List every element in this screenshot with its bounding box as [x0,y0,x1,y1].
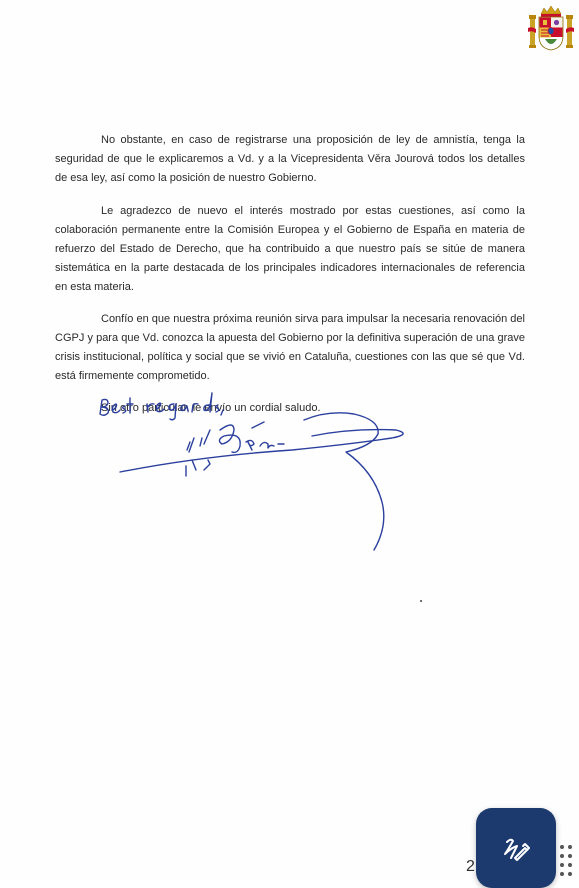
coat-of-arms-icon [527,4,575,52]
letter-body [55,131,525,430]
letter-paragraph: Confío en que nuestra próxima reunión sirva para impulsar la necesaria renovación del CGPJ y para que Vd. conozca la apuesta del Gobierno por la definitiva superación de una grave crisis institucional, política y social que se vivió en Cataluña, cuestiones con las que sé que Vd. está firmemente comprometido. [55,313,525,382]
letter-closing: Sin otro particular, le envío un cordial saludo. [101,402,321,414]
letter-paragraph: Le agradezco de nuevo el interés mostrado por estas cuestiones, así como la colaboración permanente entre la Comisión Europea y el Gobierno de España en materia de refuerzo del Estado de Derecho, que ha contribuido a que nuestro país se sitúe de manera sistemática en la parte destacada de los principales indicadores internacionales de referencia en esta materia. [55,205,525,293]
stray-mark [420,600,422,602]
handwritten-signature [92,390,412,560]
letter-paragraph: No obstante, en caso de registrarse una proposición de ley de amnistía, tenga la seguridad de que le explicaremos a Vd. y a la Vicepresidenta Věra Jourová todos los detalles de esa ley, así como la posición de nuestro Gobierno. [55,134,525,184]
page-number: 2 [466,858,475,875]
drag-handle-icon[interactable] [560,845,574,879]
edit-fab-button[interactable] [476,808,556,888]
pen-scribble-icon [501,834,531,864]
